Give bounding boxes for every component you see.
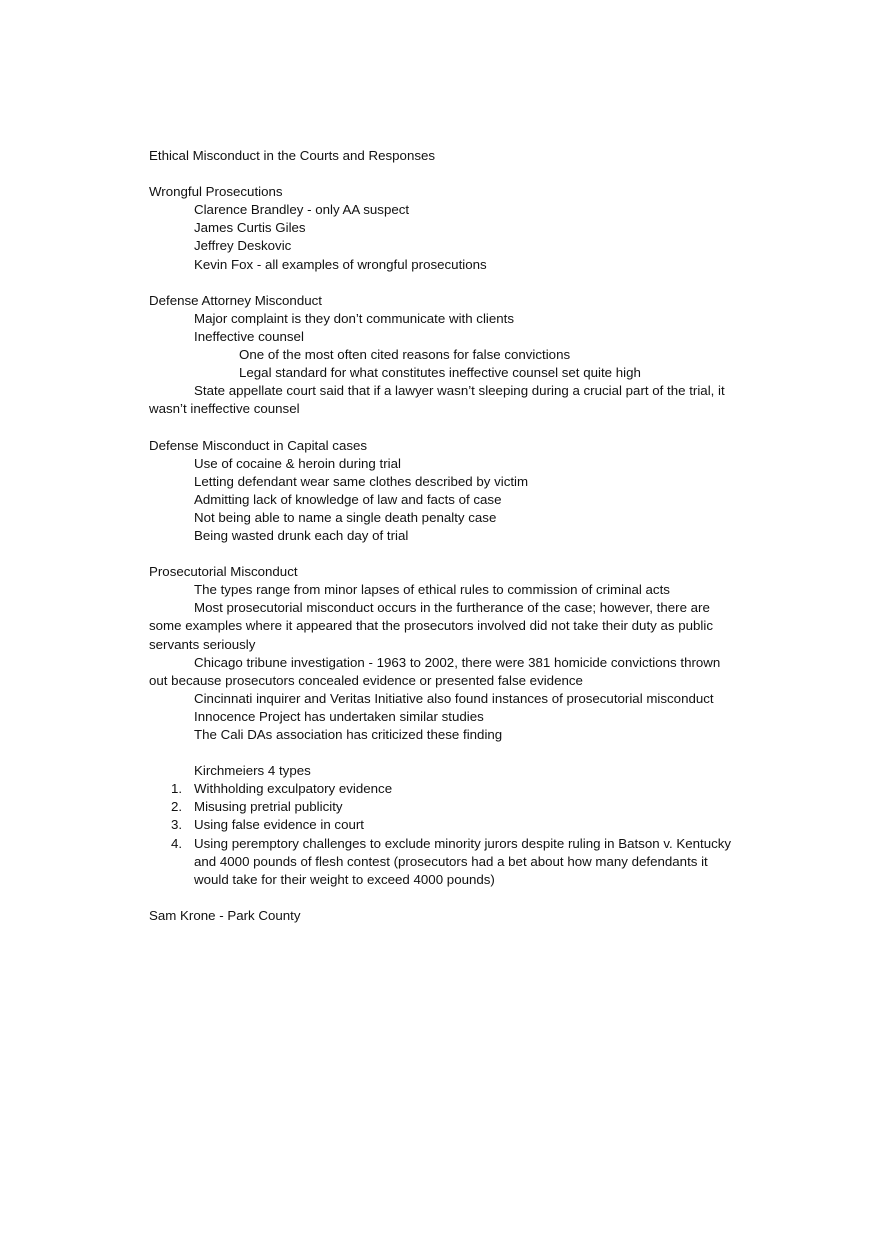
spacer bbox=[149, 274, 739, 292]
section-heading-defense-attorney: Defense Attorney Misconduct bbox=[149, 292, 322, 308]
document-page bbox=[149, 147, 739, 925]
list-item: Letting defendant wear same clothes described by victim bbox=[194, 473, 529, 489]
list-item: Innocence Project has undertaken similar studies bbox=[194, 708, 484, 724]
section-heading-defense-capital: Defense Misconduct in Capital cases bbox=[149, 437, 368, 453]
list-item: Use of cocaine & heroin during trial bbox=[194, 455, 401, 471]
list-number: 1. bbox=[171, 781, 183, 797]
list-item: Clarence Brandley - only AA suspect bbox=[194, 202, 410, 218]
spacer bbox=[149, 165, 739, 183]
spacer bbox=[149, 889, 739, 907]
list-item: Cincinnati inquirer and Veritas Initiative also found instances of prosecutorial misconduct bbox=[194, 690, 714, 706]
list-item: Jeffrey Deskovic bbox=[194, 238, 292, 254]
list-item-text: Misusing pretrial publicity bbox=[194, 799, 343, 815]
list-item: Not being able to name a single death penalty case bbox=[194, 509, 497, 525]
paragraph: The types range from minor lapses of ethical rules to commission of criminal acts bbox=[194, 582, 670, 598]
list-item-text: Using peremptory challenges to exclude minority jurors despite ruling in Batson v. Kentucky and 4000 pounds of flesh contest (prosecutors had a bet about how many defendants it would take for their weight to exceed 4000 pounds) bbox=[194, 835, 732, 887]
paragraph: State appellate court said that if a lawyer wasn’t sleeping during a crucial part of the trial, it wasn’t ineffective counsel bbox=[149, 383, 725, 417]
spacer bbox=[149, 418, 739, 436]
numbered-list-item bbox=[149, 780, 739, 798]
paragraph: Chicago tribune investigation - 1963 to 2002, there were 381 homicide convictions thrown out because prosecutors concealed evidence or presented false evidence bbox=[149, 654, 721, 688]
section-heading-wrongful: Wrongful Prosecutions bbox=[149, 184, 283, 200]
list-item: Being wasted drunk each day of trial bbox=[194, 527, 409, 543]
list-item: The Cali DAs association has criticized these finding bbox=[194, 727, 503, 742]
section-heading-prosecutorial: Prosecutorial Misconduct bbox=[149, 564, 298, 580]
paragraph: Most prosecutorial misconduct occurs in the furtherance of the case; however, there are some examples where it appeared that the prosecutors involved did not take their duty as public servants seriously bbox=[149, 600, 713, 652]
list-number: 2. bbox=[171, 799, 183, 815]
sub-list-item: Legal standard for what constitutes ineffective counsel set quite high bbox=[239, 365, 641, 381]
document-title: Ethical Misconduct in the Courts and Responses bbox=[149, 148, 436, 163]
list-item-text: Using false evidence in court bbox=[194, 817, 364, 833]
spacer bbox=[149, 545, 739, 563]
list-number: 4. bbox=[171, 835, 183, 851]
list-item-text: Withholding exculpatory evidence bbox=[194, 781, 393, 797]
list-item: James Curtis Giles bbox=[194, 220, 306, 236]
list-item: Admitting lack of knowledge of law and facts of case bbox=[194, 491, 502, 507]
list-item: Major complaint is they don’t communicate with clients bbox=[194, 310, 514, 326]
list-item: Kevin Fox - all examples of wrongful prosecutions bbox=[194, 256, 487, 272]
spacer bbox=[149, 744, 739, 762]
numbered-list-item bbox=[149, 835, 739, 889]
numbered-list bbox=[149, 780, 739, 889]
numbered-list-item bbox=[149, 798, 739, 816]
subheading-kirchmeiers: Kirchmeiers 4 types bbox=[194, 763, 311, 779]
list-item: Ineffective counsel bbox=[194, 328, 304, 344]
closing-line: Sam Krone - Park County bbox=[149, 907, 301, 923]
sub-list-item: One of the most often cited reasons for false convictions bbox=[239, 347, 571, 363]
list-number: 3. bbox=[171, 817, 183, 833]
numbered-list-item bbox=[149, 816, 739, 834]
